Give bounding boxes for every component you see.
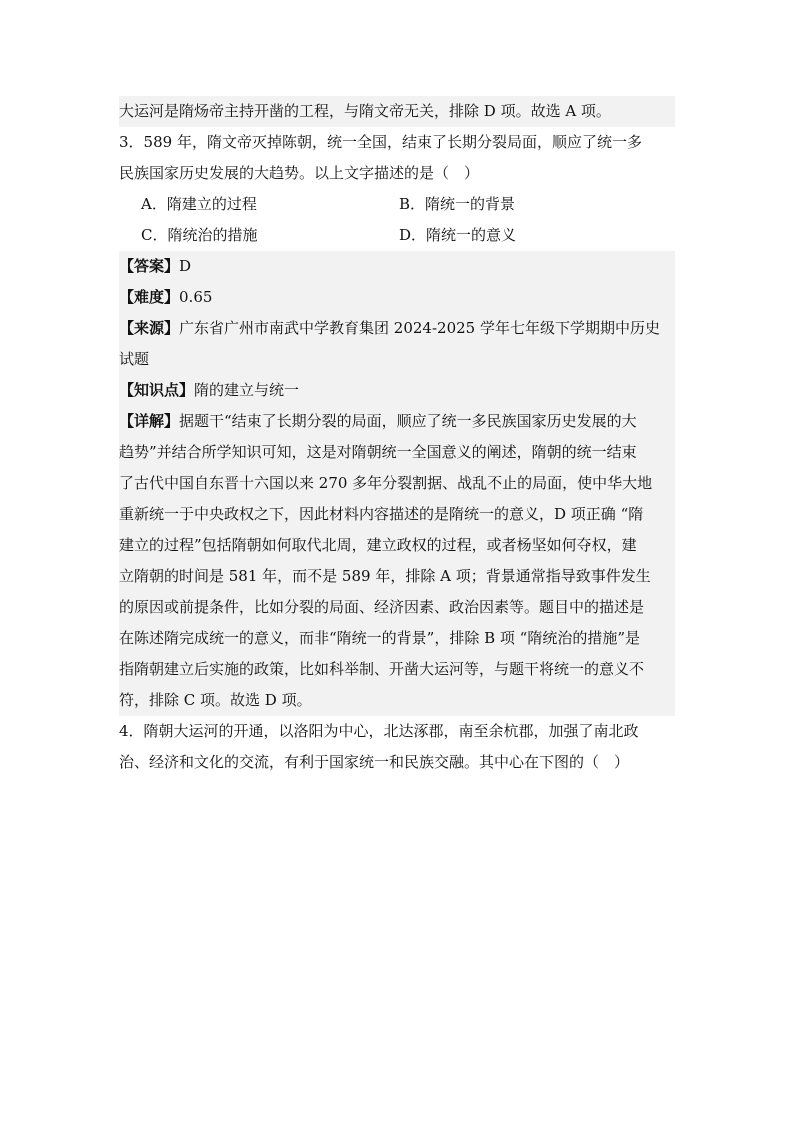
source-row-1 xyxy=(119,313,675,344)
answer-value: D xyxy=(179,257,192,275)
detail-row-9: 指隋朝建立后实施的政策，比如科举制、开凿大运河等，与题干将统一的意义不 xyxy=(119,654,675,685)
document-content xyxy=(119,96,675,778)
detail-row-2: 趋势”并结合所学知识可知，这是对隋朝统一全国意义的阐述，隋朝的统一结束 xyxy=(119,437,675,468)
difficulty-row xyxy=(119,282,675,313)
option-b: B．隋统一的背景 xyxy=(399,195,516,213)
detail-row-7: 的原因或前提条件，比如分裂的局面、经济因素、政治因素等。题目中的描述是 xyxy=(119,592,675,623)
option-c: C．隋统治的措施 xyxy=(141,226,258,244)
detail-row-10: 符，排除 C 项。故选 D 项。 xyxy=(119,685,675,716)
source-text-1: 广东省广州市南武中学教育集团 2024-2025 学年七年级下学期期中历史 xyxy=(179,319,660,337)
question-4-stem-line-2: 治、经济和文化的交流，有利于国家统一和民族交融。其中心在下图的（ ） xyxy=(119,753,630,771)
detail-row-1 xyxy=(119,406,675,437)
question-3-options xyxy=(119,189,675,251)
question-3-stem-line-1: 3．589 年，隋文帝灭掉陈朝，统一全国，结束了长期分裂局面，顺应了统一多 xyxy=(119,133,642,151)
answer-row xyxy=(119,251,675,282)
source-row-2: 试题 xyxy=(119,344,675,375)
previous-answer-tail: 大运河是隋炀帝主持开凿的工程，与隋文帝无关，排除 D 项。故选 A 项。 xyxy=(119,96,675,127)
detail-row-8: 在陈述隋完成统一的意义，而非“隋统一的背景”，排除 B 项 “隋统治的措施”是 xyxy=(119,623,675,654)
knowledge-tag: 【知识点】 xyxy=(119,381,195,399)
detail-row-6: 立隋朝的时间是 581 年，而不是 589 年，排除 A 项；背景通常指导致事件发生 xyxy=(119,561,675,592)
detail-text-1: 据题干“结束了长期分裂的局面，顺应了统一多民族国家历史发展的大 xyxy=(179,412,637,430)
knowledge-value: 隋的建立与统一 xyxy=(194,381,300,399)
difficulty-value: 0.65 xyxy=(179,288,213,306)
detail-row-4: 重新统一于中央政权之下，因此材料内容描述的是隋统一的意义，D 项正确 “隋 xyxy=(119,499,675,530)
detail-tag: 【详解】 xyxy=(119,412,180,430)
answer-tag: 【答案】 xyxy=(119,257,180,275)
option-a: A．隋建立的过程 xyxy=(141,195,257,213)
question-4 xyxy=(119,716,675,778)
knowledge-row xyxy=(119,375,675,406)
option-d: D．隋统一的意义 xyxy=(399,226,517,244)
question-4-stem-line-1: 4．隋朝大运河的开通，以洛阳为中心，北达涿郡，南至余杭郡，加强了南北政 xyxy=(119,722,639,740)
detail-row-3: 了古代中国自东晋十六国以来 270 多年分裂割据、战乱不止的局面，使中华大地 xyxy=(119,468,675,499)
difficulty-tag: 【难度】 xyxy=(119,288,180,306)
detail-row-5: 建立的过程”包括隋朝如何取代北周，建立政权的过程，或者杨坚如何夺权，建 xyxy=(119,530,675,561)
source-tag: 【来源】 xyxy=(119,319,180,337)
question-3-stem-line-2: 民族国家历史发展的大趋势。以上文字描述的是（ ） xyxy=(119,164,480,182)
question-3 xyxy=(119,127,675,251)
